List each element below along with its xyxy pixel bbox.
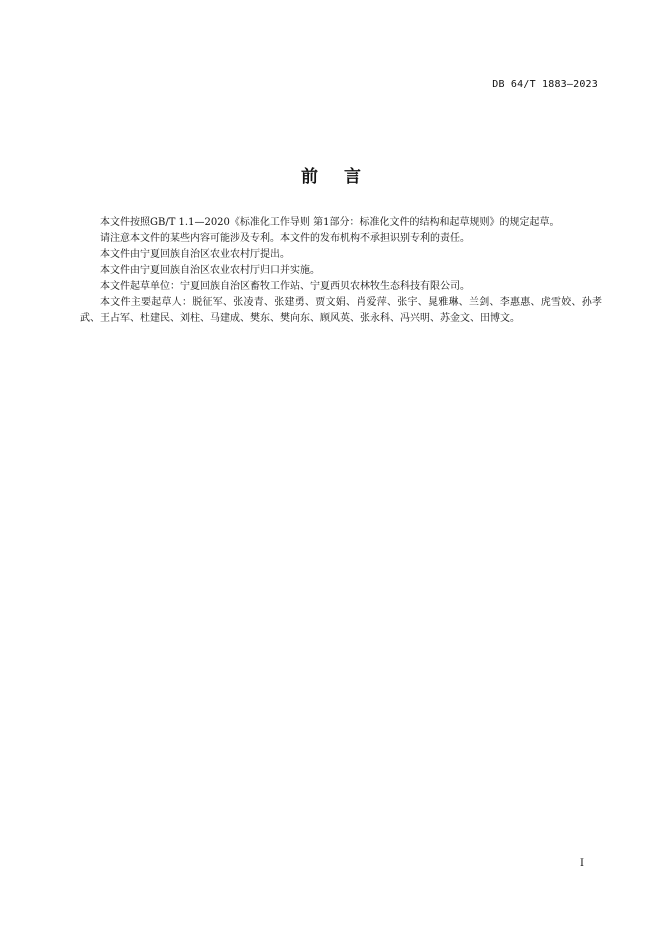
foreword-body — [80, 215, 602, 327]
document-code: DB 64/T 1883—2023 — [492, 79, 598, 90]
page-number: I — [580, 858, 584, 869]
paragraph-drafting-units: 本文件起草单位：宁夏回族自治区畜牧工作站、宁夏西贝农林牧生态科技有限公司。 — [100, 281, 470, 292]
paragraph-administrator: 本文件由宁夏回族自治区农业农村厅归口并实施。 — [100, 265, 320, 276]
paragraph-drafting-basis: 本文件按照GB/T 1.1—2020《标准化工作导则 第1部分：标准化文件的结构和起草规则》的规定起草。 — [100, 217, 560, 228]
page-title: 前言 — [301, 167, 387, 187]
paragraph-patent-notice: 请注意本文件的某些内容可能涉及专利。本文件的发布机构不承担识别专利的责任。 — [100, 233, 470, 244]
paragraph-proposer: 本文件由宁夏回族自治区农业农村厅提出。 — [100, 249, 290, 260]
paragraph-drafters: 本文件主要起草人：脱征军、张凌青、张建勇、贾文娟、肖爱萍、张宇、晁雅琳、兰剑、李惠惠、虎雪姣、孙孝武、王占军、杜建民、刘柱、马建成、樊东、樊向东、顾风英、张永科、冯兴明、苏金文、田博文。 — [80, 297, 602, 324]
